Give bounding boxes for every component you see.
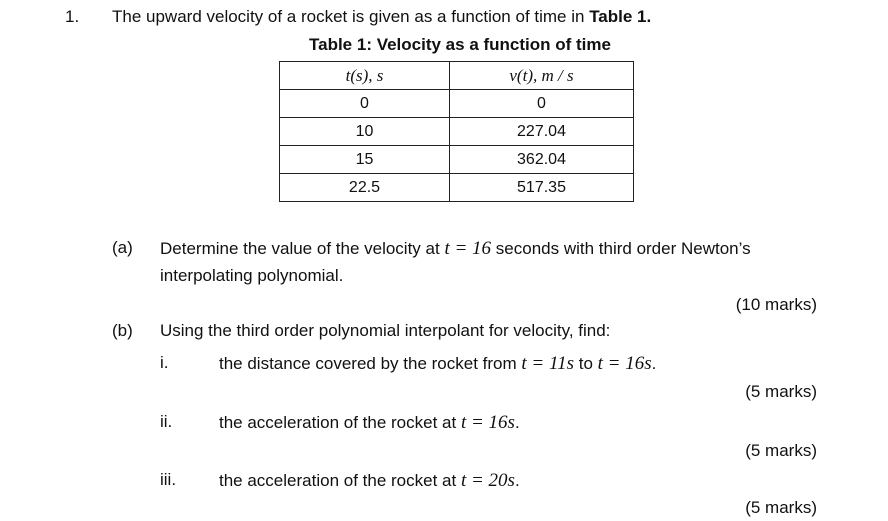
table-cell-velocity: 227.04 [450, 118, 634, 146]
part-b-item-label: ii. [160, 412, 173, 431]
item-text: the acceleration of the rocket at [219, 471, 457, 490]
table-row [280, 174, 634, 202]
part-a-marks: (10 marks) [735, 295, 817, 314]
part-b-item-marks: (5 marks) [745, 441, 817, 460]
part-b-label: (b) [112, 321, 133, 340]
item-math: t = 20s [460, 470, 515, 491]
item-text-mid: to [578, 354, 593, 373]
item-text-end: . [651, 354, 657, 373]
item-text: the distance covered by the rocket from [219, 354, 517, 373]
item-math: t = 11s [521, 353, 574, 374]
part-a-text-cont: seconds with third order Newton’s [495, 239, 751, 258]
part-b-item-text [219, 412, 520, 434]
table-cell-time: 22.5 [280, 174, 450, 202]
table-row [280, 146, 634, 174]
item-math: t = 16s [460, 412, 515, 433]
part-b-text: Using the third order polynomial interpolant for velocity, find: [160, 321, 611, 340]
intro-table-ref: Table 1. [589, 7, 652, 26]
intro-text: The upward velocity of a rocket is given as a function of time in [112, 7, 590, 26]
table-cell-velocity: 362.04 [450, 146, 634, 174]
table-caption: Table 1: Velocity as a function of time [309, 35, 611, 54]
table-cell-velocity: 0 [450, 90, 634, 118]
item-text-end: . [514, 413, 520, 432]
item-text: the acceleration of the rocket at [219, 413, 457, 432]
part-b-item-text [219, 470, 520, 492]
part-a-math: t = 16 [444, 238, 492, 259]
part-b-item-marks: (5 marks) [745, 382, 817, 401]
part-a-text: Determine the value of the velocity at [160, 239, 440, 258]
question-number: 1. [65, 7, 80, 26]
velocity-table [279, 61, 634, 202]
question-intro [112, 7, 651, 27]
table-header-row [280, 62, 634, 90]
part-a-line2: interpolating polynomial. [160, 266, 344, 285]
table-row [280, 118, 634, 146]
table-cell-time: 10 [280, 118, 450, 146]
part-b-item-marks: (5 marks) [745, 498, 817, 517]
table-cell-time: 15 [280, 146, 450, 174]
table-cell-time: 0 [280, 90, 450, 118]
part-b-item-text [219, 353, 656, 375]
table-header-time: t(s), s [280, 62, 450, 90]
table-header-velocity: v(t), m / s [450, 62, 634, 90]
part-a-line1 [160, 238, 751, 260]
table-row [280, 90, 634, 118]
item-math: t = 16s [597, 353, 652, 374]
part-b-item-label: i. [160, 353, 169, 372]
table-cell-velocity: 517.35 [450, 174, 634, 202]
part-b-item-label: iii. [160, 470, 177, 489]
part-a-label: (a) [112, 238, 133, 257]
item-text-end: . [514, 471, 520, 490]
